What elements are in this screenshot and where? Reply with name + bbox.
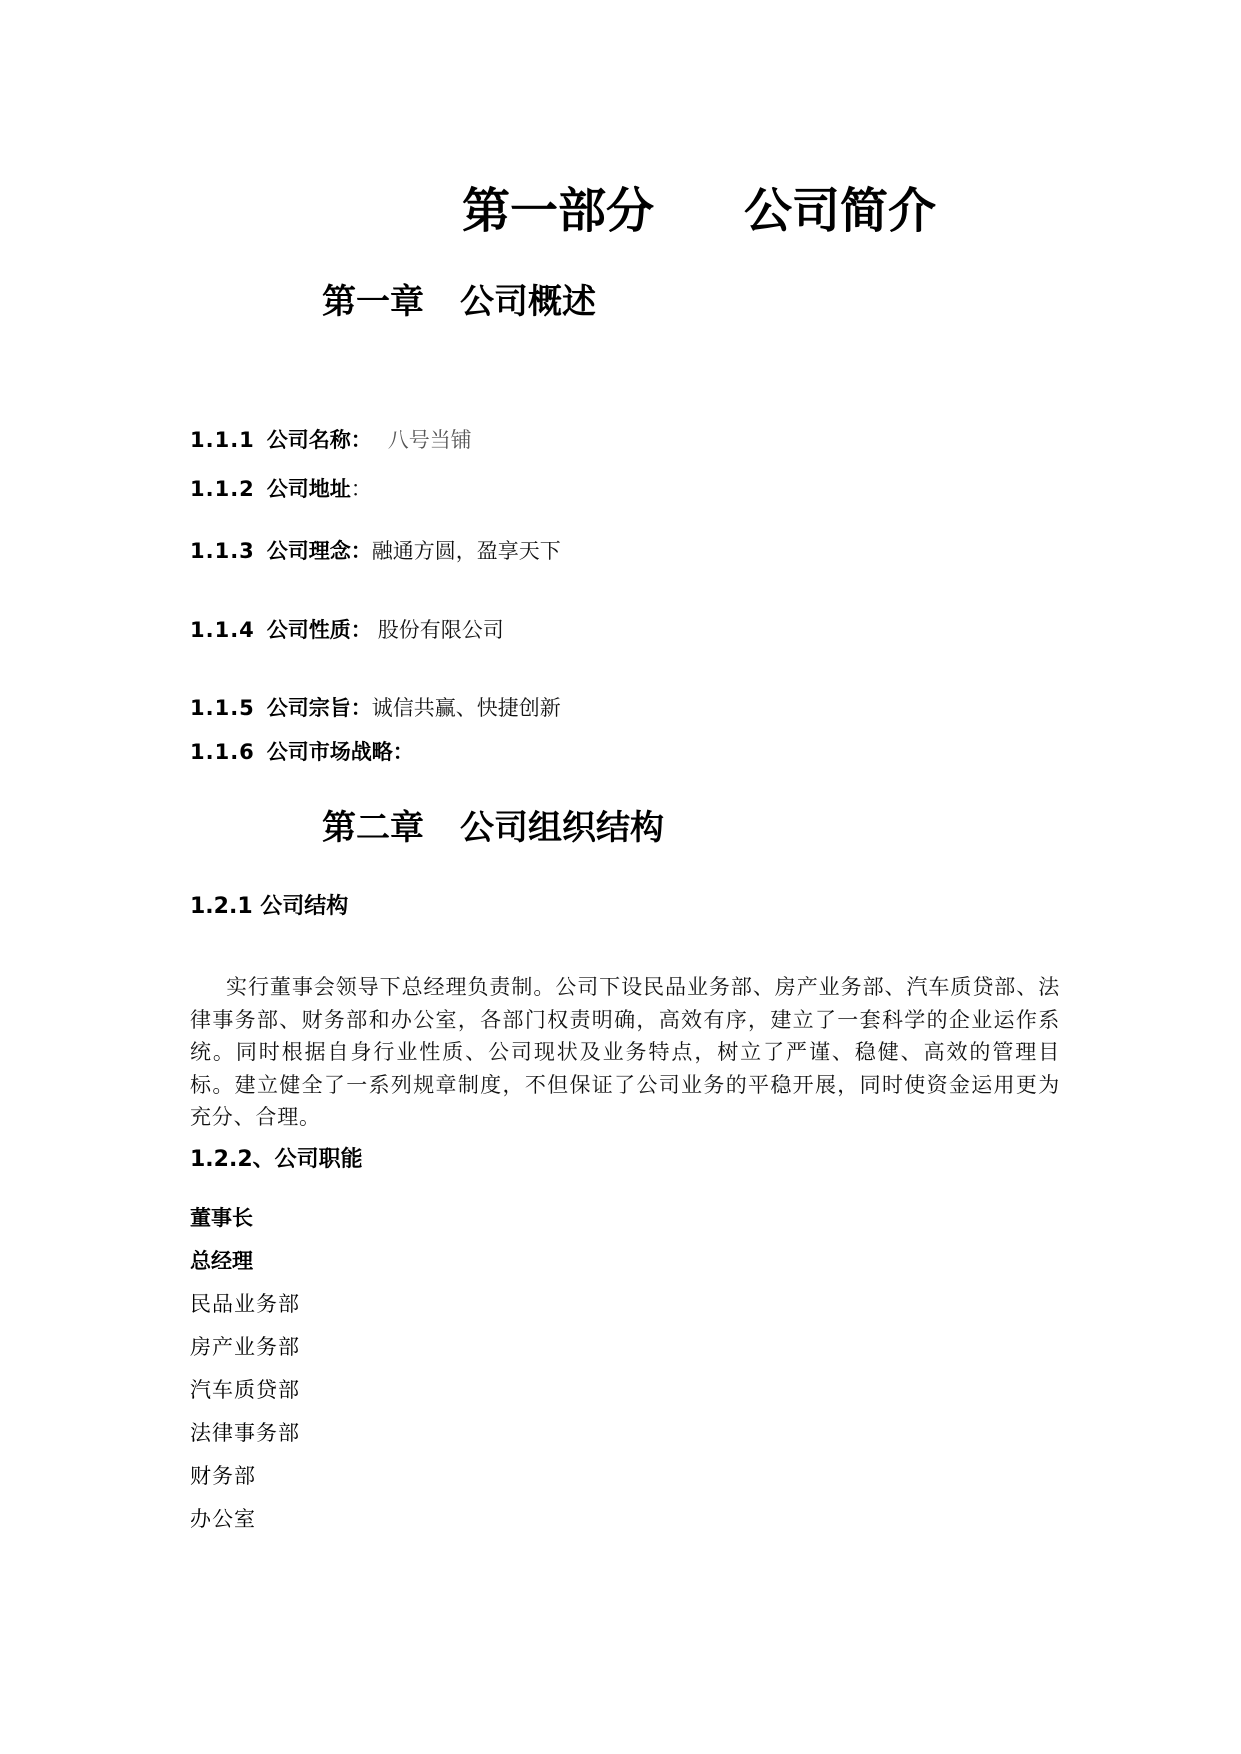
item-number: 1.1.5	[190, 696, 255, 720]
list-item: 汽车质贷部	[190, 1378, 300, 1402]
item-label: 公司宗旨：	[266, 696, 372, 720]
functions-list	[190, 1203, 300, 1547]
structure-paragraph: 实行董事会领导下总经理负责制。公司下设民品业务部、房产业务部、汽车质贷部、法律事务部、财务部和办公室，各部门权责明确，高效有序，建立了一套科学的企业运作系统。同时根据自身行业性质、公司现状及业务特点，树立了严谨、稳健、高效的管理目标。建立健全了一系列规章制度，不但保证了公司业务的平稳开展，同时使资金运用更为充分、合理。	[190, 975, 1060, 1129]
item-number: 1.1.3	[190, 539, 255, 563]
chapter1-label: 第一章	[322, 282, 424, 322]
part-title-right: 公司简介	[744, 183, 937, 239]
part-title	[462, 183, 936, 239]
item-label: 公司地址	[266, 477, 351, 501]
item-number: 1.1.4	[190, 618, 255, 642]
item-value: 八号当铺	[387, 428, 472, 452]
item-value: 融通方圆，盈享天下	[371, 539, 561, 563]
item-value: 诚信共赢、快捷创新	[371, 696, 561, 720]
item-number: 1.1.1	[190, 428, 255, 452]
chapter2-name: 公司组织结构	[460, 808, 664, 848]
item-number: 1.1.2	[190, 477, 255, 501]
chapter1-title	[322, 282, 596, 322]
item-value: ：	[350, 477, 372, 501]
list-item: 总经理	[190, 1249, 253, 1273]
list-item: 房产业务部	[190, 1335, 300, 1359]
list-item: 法律事务部	[190, 1421, 300, 1445]
item-number: 1.1.6	[190, 740, 255, 764]
item-label: 公司名称：	[266, 428, 372, 452]
item-company-nature	[190, 616, 504, 644]
list-item: 民品业务部	[190, 1292, 300, 1316]
list-item: 办公室	[190, 1507, 256, 1531]
item-company-purpose	[190, 694, 561, 722]
item-label: 公司理念：	[266, 539, 372, 563]
functions-heading: 1.2.2、公司职能	[190, 1147, 363, 1172]
item-market-strategy	[190, 738, 414, 766]
chapter2-label: 第二章	[322, 808, 424, 848]
item-label: 公司市场战略：	[266, 740, 414, 764]
item-company-address	[190, 475, 372, 503]
list-item: 董事长	[190, 1206, 253, 1230]
item-company-name	[190, 426, 472, 454]
structure-heading: 1.2.1 公司结构	[190, 894, 349, 919]
chapter2-title	[322, 808, 664, 848]
item-label: 公司性质：	[266, 618, 372, 642]
part-title-left: 第一部分	[462, 183, 655, 239]
item-company-philosophy	[190, 537, 561, 565]
item-value: 股份有限公司	[377, 618, 504, 642]
list-item: 财务部	[190, 1464, 256, 1488]
chapter1-name: 公司概述	[460, 282, 596, 322]
